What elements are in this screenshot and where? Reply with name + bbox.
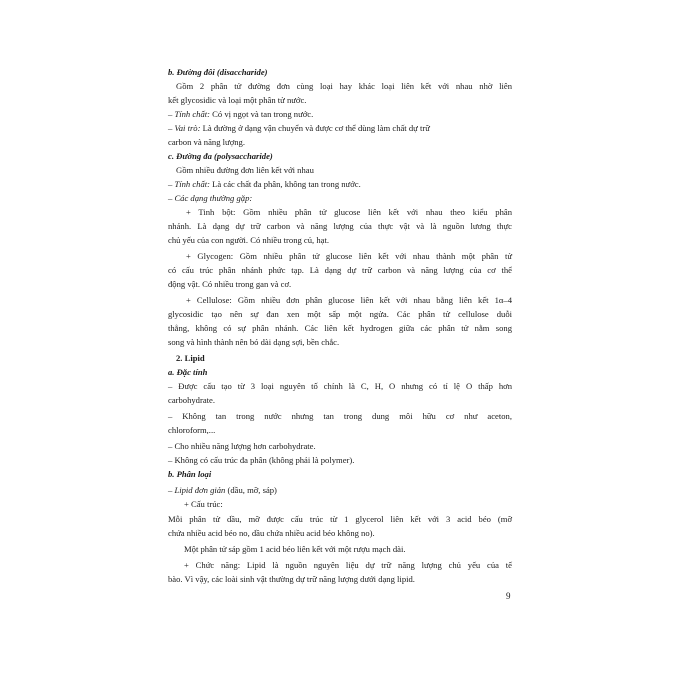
paragraph-line: – Không có cấu trúc đa phân (không phải là polymer). <box>168 455 355 465</box>
property-label: – Tính chất: <box>168 109 211 119</box>
property-text: Là các chất đa phân, không tan trong nước. <box>210 179 361 189</box>
paragraph-line: Gồm 2 phân tử đường đơn cùng loại hay khác loại liên kết với nhau nhờ liên <box>176 81 512 91</box>
heading-dac-tinh: a. Đặc tính <box>168 367 208 377</box>
heading-polysaccharide: c. Đường đa (polysaccharide) <box>168 151 273 161</box>
paragraph-line: chứa nhiều acid béo no, dầu chứa nhiều acid béo không no). <box>168 528 375 538</box>
property-cac-dang <box>168 192 512 205</box>
property-tinh-chat <box>168 108 512 121</box>
heading-phan-loai: b. Phân loại <box>168 469 212 479</box>
section-title-lipid: 2. Lipid <box>176 353 205 363</box>
page-number: 9 <box>506 591 511 601</box>
property-label: – Các dạng thường gặp: <box>168 193 253 203</box>
property-text: Là đường ở dạng vận chuyển và được cơ thể dùng làm chất dự trữ <box>200 123 430 133</box>
property-label: – Vai trò: <box>168 123 201 133</box>
paragraph-line: – Cho nhiều năng lượng hơn carbohydrate. <box>168 441 316 451</box>
paragraph-line: + Cấu trúc: <box>184 499 223 509</box>
property-label: – Lipid đơn giản <box>168 485 226 495</box>
book-page <box>168 66 512 606</box>
property-text: Có vị ngọt và tan trong nước. <box>210 109 314 119</box>
paragraph-line: kết glycosidic và loại một phân tử nước. <box>168 95 307 105</box>
property-vai-tro <box>168 122 512 135</box>
paragraph-line: nhánh. Là dạng dự trữ carbon và năng lượng của thực vật và là nguồn lương thực <box>168 221 512 231</box>
property-text: (dầu, mỡ, sáp) <box>225 485 277 495</box>
paragraph-line: chloroform,... <box>168 425 216 435</box>
paragraph-line: carbohydrate. <box>168 395 216 405</box>
paragraph-line: glycosidic tạo nên sự đan xen một sấp một ngửa. Các phân tử cellulose duỗi <box>168 309 512 319</box>
paragraph-line: – Được cấu tạo từ 3 loại nguyên tố chính là C, H, O nhưng có tỉ lệ O thấp hơn <box>168 381 512 391</box>
paragraph-line: động vật. Có nhiều trong gan và cơ. <box>168 279 292 289</box>
paragraph-line: song và hình thành nên bó dài dạng sợi, bền chắc. <box>168 337 340 347</box>
paragraph-line: – Không tan trong nước nhưng tan trong dung môi hữu cơ như aceton, <box>168 411 512 421</box>
property-lipid-don-gian <box>168 484 512 497</box>
paragraph-line: carbon và năng lượng. <box>168 137 245 147</box>
paragraph-line: Một phân tử sáp gồm 1 acid béo liên kết với một rượu mạch dài. <box>184 544 406 554</box>
paragraph-line: Gồm nhiều đường đơn liên kết với nhau <box>176 165 314 175</box>
paragraph-line: + Cellulose: Gồm nhiều đơn phân glucose liên kết với nhau bằng liên kết 1α–4 <box>186 295 512 305</box>
paragraph-line: + Glycogen: Gồm nhiều phân tử glucose liên kết với nhau thành một phân tử <box>186 251 512 261</box>
paragraph-line: Mỗi phân tử dầu, mỡ được cấu trúc từ 1 glycerol liên kết với 3 acid béo (mỡ <box>168 514 512 524</box>
paragraph-line: có cấu trúc phân nhánh phức tạp. Là dạng dự trữ carbon và năng lượng của cơ thể <box>168 265 512 275</box>
paragraph-line: chủ yếu của con người. Có nhiều trong củ, hạt. <box>168 235 329 245</box>
heading-disaccharide: b. Đường đôi (disaccharide) <box>168 67 268 77</box>
property-label: – Tính chất: <box>168 179 211 189</box>
paragraph-line: + Chức năng: Lipid là nguồn nguyên liệu dự trữ năng lượng chủ yếu của tế <box>184 560 512 570</box>
paragraph-line: bào. Vì vậy, các loài sinh vật thường dự trữ năng lượng dưới dạng lipid. <box>168 574 415 584</box>
paragraph-line: thẳng, không có sự phân nhánh. Các liên kết hydrogen giữa các phân tử nằm song <box>168 323 512 333</box>
property-tinh-chat <box>168 178 512 191</box>
paragraph-line: + Tinh bột: Gồm nhiều phân tử glucose liên kết với nhau theo kiểu phân <box>186 207 512 217</box>
